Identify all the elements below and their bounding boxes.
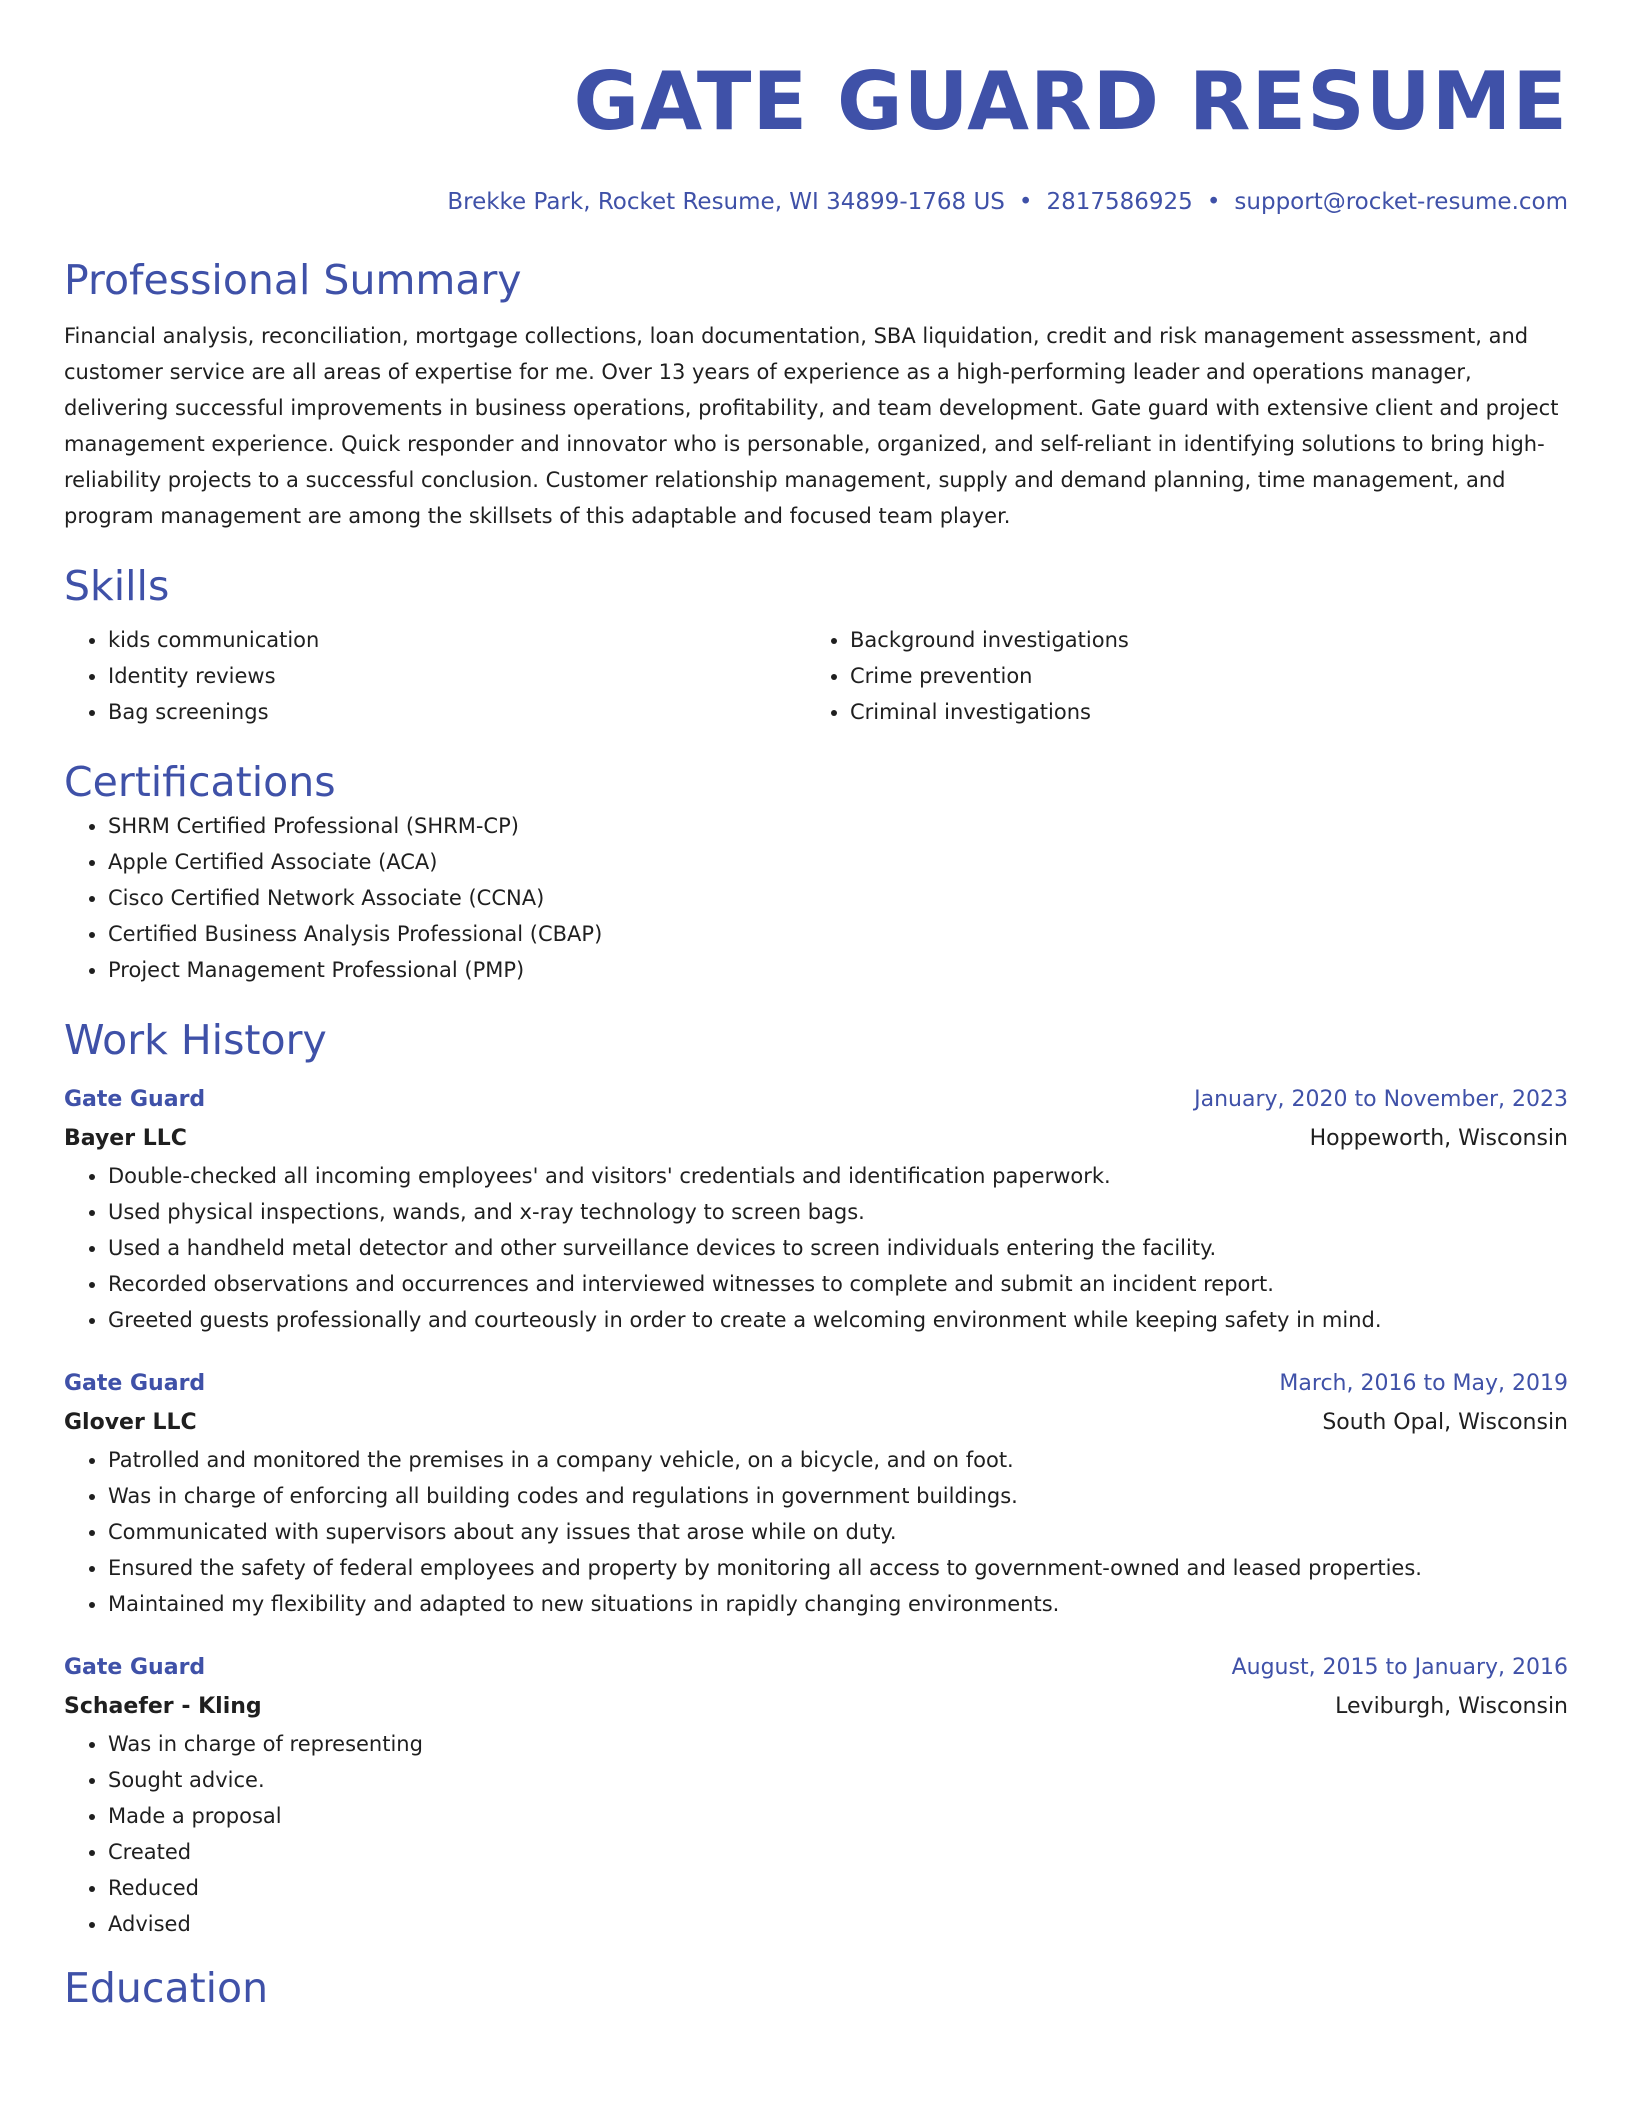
resume-title: GATE GUARD RESUME <box>573 55 1568 148</box>
job-dates: August, 2015 to January, 2016 <box>1231 1655 1568 1680</box>
job-dates: January, 2020 to November, 2023 <box>1194 1087 1568 1112</box>
job-location: South Opal, Wisconsin <box>1322 1410 1568 1435</box>
summary-text: Financial analysis, reconciliation, mortgage collections, loan documentation, SBA liquidation, credit and risk management assessment, and customer service are all areas of expertise for me. Over 13 years of experience as a high-performing leader and operations manager, delivering successful improvements in business operations, profitability, and team development. Gate guard with extensive client and project management experience. Quick responder and innovator who is personable, organized, and self-reliant in identifying solutions to bring high-reliability projects to a successful conclusion. Customer relationship management, supply and demand planning, time management, and program management are among the skillsets of this adaptable and focused team player. <box>64 324 1559 528</box>
education-heading: Education <box>64 1964 269 2012</box>
skill-item: • Crime prevention <box>850 658 1548 694</box>
job-duty: • Patrolled and monitored the premises in a company vehicle, on a bicycle, and on foot. <box>108 1442 1568 1478</box>
skills-list-left <box>64 622 806 730</box>
job-duty: • Was in charge of enforcing all building codes and regulations in government buildings. <box>108 1478 1568 1514</box>
skills-grid <box>64 622 1568 730</box>
job-duty: • Used physical inspections, wands, and x-ray technology to screen bags. <box>108 1194 1568 1230</box>
job-entry <box>64 1080 1568 1338</box>
skills-list-right <box>806 622 1548 730</box>
skill-item: • Background investigations <box>850 622 1548 658</box>
contact-separator: • <box>1206 189 1221 215</box>
job-duties-list <box>64 1158 1568 1338</box>
contact-address: Brekke Park, Rocket Resume, WI 34899-1768 US <box>447 189 1005 215</box>
resume-page <box>64 0 1568 2014</box>
certification-item: • Cisco Certified Network Associate (CCNA) <box>108 880 1568 916</box>
job-company-row <box>64 1120 1568 1158</box>
certification-item: • Certified Business Analysis Professional (CBAP) <box>108 916 1568 952</box>
job-duty: • Maintained my flexibility and adapted to new situations in rapidly changing environments. <box>108 1586 1568 1622</box>
certifications-list <box>64 808 1568 988</box>
job-title: Gate Guard <box>64 1087 206 1112</box>
job-duty: • Sought advice. <box>108 1762 1568 1798</box>
job-location: Leviburgh, Wisconsin <box>1335 1694 1568 1719</box>
job-title: Gate Guard <box>64 1371 206 1396</box>
contact-separator: • <box>1018 189 1033 215</box>
contact-phone: 2817586925 <box>1046 189 1193 215</box>
job-duty: • Greeted guests professionally and courteously in order to create a welcoming environment while keeping safety in mind. <box>108 1302 1568 1338</box>
job-duty: • Made a proposal <box>108 1798 1568 1834</box>
job-duty: • Created <box>108 1834 1568 1870</box>
job-company-row <box>64 1688 1568 1726</box>
job-duty: • Recorded observations and occurrences and interviewed witnesses to complete and submit an incident report. <box>108 1266 1568 1302</box>
job-duty: • Communicated with supervisors about any issues that arose while on duty. <box>108 1514 1568 1550</box>
skill-item: • Identity reviews <box>108 658 806 694</box>
job-title: Gate Guard <box>64 1655 206 1680</box>
job-duties-list <box>64 1726 1568 1942</box>
job-title-row <box>64 1080 1568 1120</box>
job-company: Bayer LLC <box>64 1126 187 1151</box>
skill-item: • kids communication <box>108 622 806 658</box>
skills-heading: Skills <box>64 562 170 610</box>
skills-column-right <box>806 622 1548 730</box>
job-company-row <box>64 1404 1568 1442</box>
job-entry <box>64 1364 1568 1622</box>
job-duties-list <box>64 1442 1568 1622</box>
certifications-heading: Certifications <box>64 758 336 806</box>
job-dates: March, 2016 to May, 2019 <box>1279 1371 1568 1396</box>
job-duty: • Ensured the safety of federal employees and property by monitoring all access to government-owned and leased properties. <box>108 1550 1568 1586</box>
job-title-row <box>64 1648 1568 1688</box>
job-location: Hoppeworth, Wisconsin <box>1309 1126 1568 1151</box>
job-duty: • Reduced <box>108 1870 1568 1906</box>
job-duty: • Was in charge of representing <box>108 1726 1568 1762</box>
certification-item: • Project Management Professional (PMP) <box>108 952 1568 988</box>
job-company: Schaefer - Kling <box>64 1694 262 1719</box>
certification-item: • SHRM Certified Professional (SHRM-CP) <box>108 808 1568 844</box>
work-history-heading: Work History <box>64 1016 327 1064</box>
job-duty: • Used a handheld metal detector and other surveillance devices to screen individuals entering the facility. <box>108 1230 1568 1266</box>
certification-item: • Apple Certified Associate (ACA) <box>108 844 1568 880</box>
contact-line <box>64 186 1568 218</box>
job-duty: • Advised <box>108 1906 1568 1942</box>
job-company: Glover LLC <box>64 1410 197 1435</box>
skills-column-left <box>64 622 806 730</box>
job-entry <box>64 1648 1568 1942</box>
skill-item: • Bag screenings <box>108 694 806 730</box>
contact-email: support@rocket-resume.com <box>1234 189 1568 215</box>
job-title-row <box>64 1364 1568 1404</box>
job-duty: • Double-checked all incoming employees' and visitors' credentials and identification paperwork. <box>108 1158 1568 1194</box>
skill-item: • Criminal investigations <box>850 694 1548 730</box>
summary-heading: Professional Summary <box>64 256 522 304</box>
